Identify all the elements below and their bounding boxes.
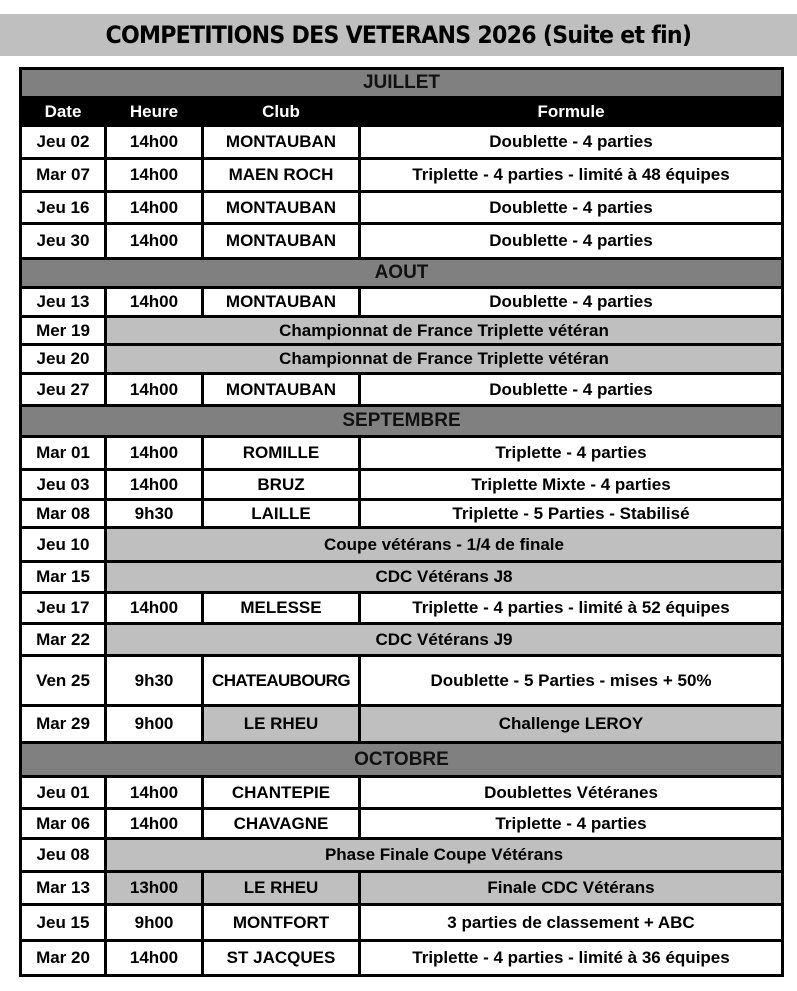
formule-cell: Finale CDC Vétérans	[360, 872, 783, 905]
club-cell: MONTFORT	[203, 905, 360, 941]
time-cell: 14h00	[106, 437, 203, 470]
month-name: OCTOBRE	[354, 748, 449, 770]
date-cell: Jeu 27	[21, 374, 106, 406]
month-header-aout	[21, 259, 783, 288]
club-cell: LAILLE	[203, 500, 360, 528]
formule-cell: Triplette - 4 parties - limité à 48 équipes	[360, 159, 783, 192]
date-cell: Mar 06	[21, 809, 106, 839]
table-row-event	[21, 562, 783, 593]
table-row	[21, 470, 783, 500]
date-cell: Mar 07	[21, 159, 106, 192]
month-header-septembre	[21, 406, 783, 437]
time-cell: 13h00	[106, 872, 203, 905]
time-cell: 14h00	[106, 374, 203, 406]
time-cell: 14h00	[106, 941, 203, 976]
formule-cell: Challenge LEROY	[360, 706, 783, 743]
column-header-club: Club	[203, 98, 360, 126]
date-cell: Jeu 20	[21, 345, 106, 374]
formule-cell: Triplette - 4 parties	[360, 809, 783, 839]
date-cell: Jeu 08	[21, 839, 106, 872]
time-cell: 14h00	[106, 809, 203, 839]
time-cell: 14h00	[106, 288, 203, 317]
date-cell: Jeu 02	[21, 126, 106, 159]
time-cell: 9h00	[106, 706, 203, 743]
table-row	[21, 192, 783, 224]
table-row	[21, 656, 783, 706]
time-cell: 14h00	[106, 192, 203, 224]
formule-cell: Triplette - 4 parties - limité à 36 équipes	[360, 941, 783, 976]
table-row	[21, 809, 783, 839]
time-cell: 9h30	[106, 656, 203, 706]
club-cell: ST JACQUES	[203, 941, 360, 976]
table-row	[21, 706, 783, 743]
club-cell: LE RHEU	[203, 872, 360, 905]
month-name: AOUT	[374, 262, 429, 283]
date-cell: Jeu 03	[21, 470, 106, 500]
table-row-event	[21, 624, 783, 656]
page-title-bar	[0, 14, 797, 56]
club-cell: LE RHEU	[203, 706, 360, 743]
month-header-juillet	[21, 69, 783, 98]
formule-cell: 3 parties de classement + ABC	[360, 905, 783, 941]
date-cell: Mar 08	[21, 500, 106, 528]
date-cell: Ven 25	[21, 656, 106, 706]
date-cell: Mar 22	[21, 624, 106, 656]
event-cell: Championnat de France Triplette vétéran	[106, 345, 783, 374]
club-cell: MELESSE	[203, 593, 360, 624]
formule-cell: Triplette Mixte - 4 parties	[360, 470, 783, 500]
time-cell: 14h00	[106, 593, 203, 624]
date-cell: Jeu 15	[21, 905, 106, 941]
club-cell: CHANTEPIE	[203, 777, 360, 809]
table-row	[21, 593, 783, 624]
formule-cell: Triplette - 5 Parties - Stabilisé	[360, 500, 783, 528]
club-cell: MAEN ROCH	[203, 159, 360, 192]
formule-cell: Doublette - 4 parties	[360, 288, 783, 317]
formule-cell: Triplette - 4 parties	[360, 437, 783, 470]
time-cell: 14h00	[106, 777, 203, 809]
date-cell: Jeu 10	[21, 528, 106, 562]
time-cell: 9h00	[106, 905, 203, 941]
date-cell: Mar 01	[21, 437, 106, 470]
page-title: COMPETITIONS DES VETERANS 2026 (Suite et fin)	[105, 21, 692, 49]
event-cell: Phase Finale Coupe Vétérans	[106, 839, 783, 872]
table-row	[21, 777, 783, 809]
month-name: SEPTEMBRE	[342, 410, 461, 431]
table-row	[21, 872, 783, 905]
time-cell: 14h00	[106, 126, 203, 159]
date-cell: Mar 20	[21, 941, 106, 976]
date-cell: Jeu 30	[21, 224, 106, 259]
date-cell: Mar 29	[21, 706, 106, 743]
table-row	[21, 159, 783, 192]
table-row	[21, 224, 783, 259]
month-header-octobre	[21, 743, 783, 777]
club-cell: MONTAUBAN	[203, 192, 360, 224]
formule-cell: Doublette - 4 parties	[360, 126, 783, 159]
event-cell: Coupe vétérans - 1/4 de finale	[106, 528, 783, 562]
date-cell: Jeu 16	[21, 192, 106, 224]
club-cell: MONTAUBAN	[203, 374, 360, 406]
club-cell: MONTAUBAN	[203, 288, 360, 317]
date-cell: Jeu 13	[21, 288, 106, 317]
table-row	[21, 941, 783, 976]
formule-cell: Doublettes Vétéranes	[360, 777, 783, 809]
time-cell: 14h00	[106, 224, 203, 259]
column-header-row	[21, 98, 783, 126]
date-cell: Mar 15	[21, 562, 106, 593]
formule-cell: Triplette - 4 parties - limité à 52 équipes	[360, 593, 783, 624]
event-cell: CDC Vétérans J8	[106, 562, 783, 593]
date-cell: Mar 13	[21, 872, 106, 905]
table-row	[21, 437, 783, 470]
formule-cell: Doublette - 4 parties	[360, 192, 783, 224]
table-row-event	[21, 345, 783, 374]
table-row-event	[21, 317, 783, 345]
club-cell: ROMILLE	[203, 437, 360, 470]
table-row	[21, 500, 783, 528]
schedule-table	[19, 67, 784, 977]
time-cell: 14h00	[106, 159, 203, 192]
club-cell: BRUZ	[203, 470, 360, 500]
column-header-formule: Formule	[360, 98, 783, 126]
event-cell: Championnat de France Triplette vétéran	[106, 317, 783, 345]
club-cell: CHAVAGNE	[203, 809, 360, 839]
table-row	[21, 126, 783, 159]
date-cell: Jeu 01	[21, 777, 106, 809]
date-cell: Jeu 17	[21, 593, 106, 624]
date-cell: Mer 19	[21, 317, 106, 345]
formule-cell: Doublette - 5 Parties - mises + 50%	[360, 656, 783, 706]
column-header-date: Date	[21, 98, 106, 126]
formule-cell: Doublette - 4 parties	[360, 374, 783, 406]
club-cell: MONTAUBAN	[203, 224, 360, 259]
club-cell: CHATEAUBOURG	[203, 656, 360, 706]
table-row	[21, 374, 783, 406]
time-cell: 14h00	[106, 470, 203, 500]
table-row-event	[21, 528, 783, 562]
table-row	[21, 905, 783, 941]
table-row	[21, 288, 783, 317]
month-name: JUILLET	[362, 72, 441, 93]
time-cell: 9h30	[106, 500, 203, 528]
event-cell: CDC Vétérans J9	[106, 624, 783, 656]
column-header-heure: Heure	[106, 98, 203, 126]
formule-cell: Doublette - 4 parties	[360, 224, 783, 259]
club-cell: MONTAUBAN	[203, 126, 360, 159]
table-row-event	[21, 839, 783, 872]
